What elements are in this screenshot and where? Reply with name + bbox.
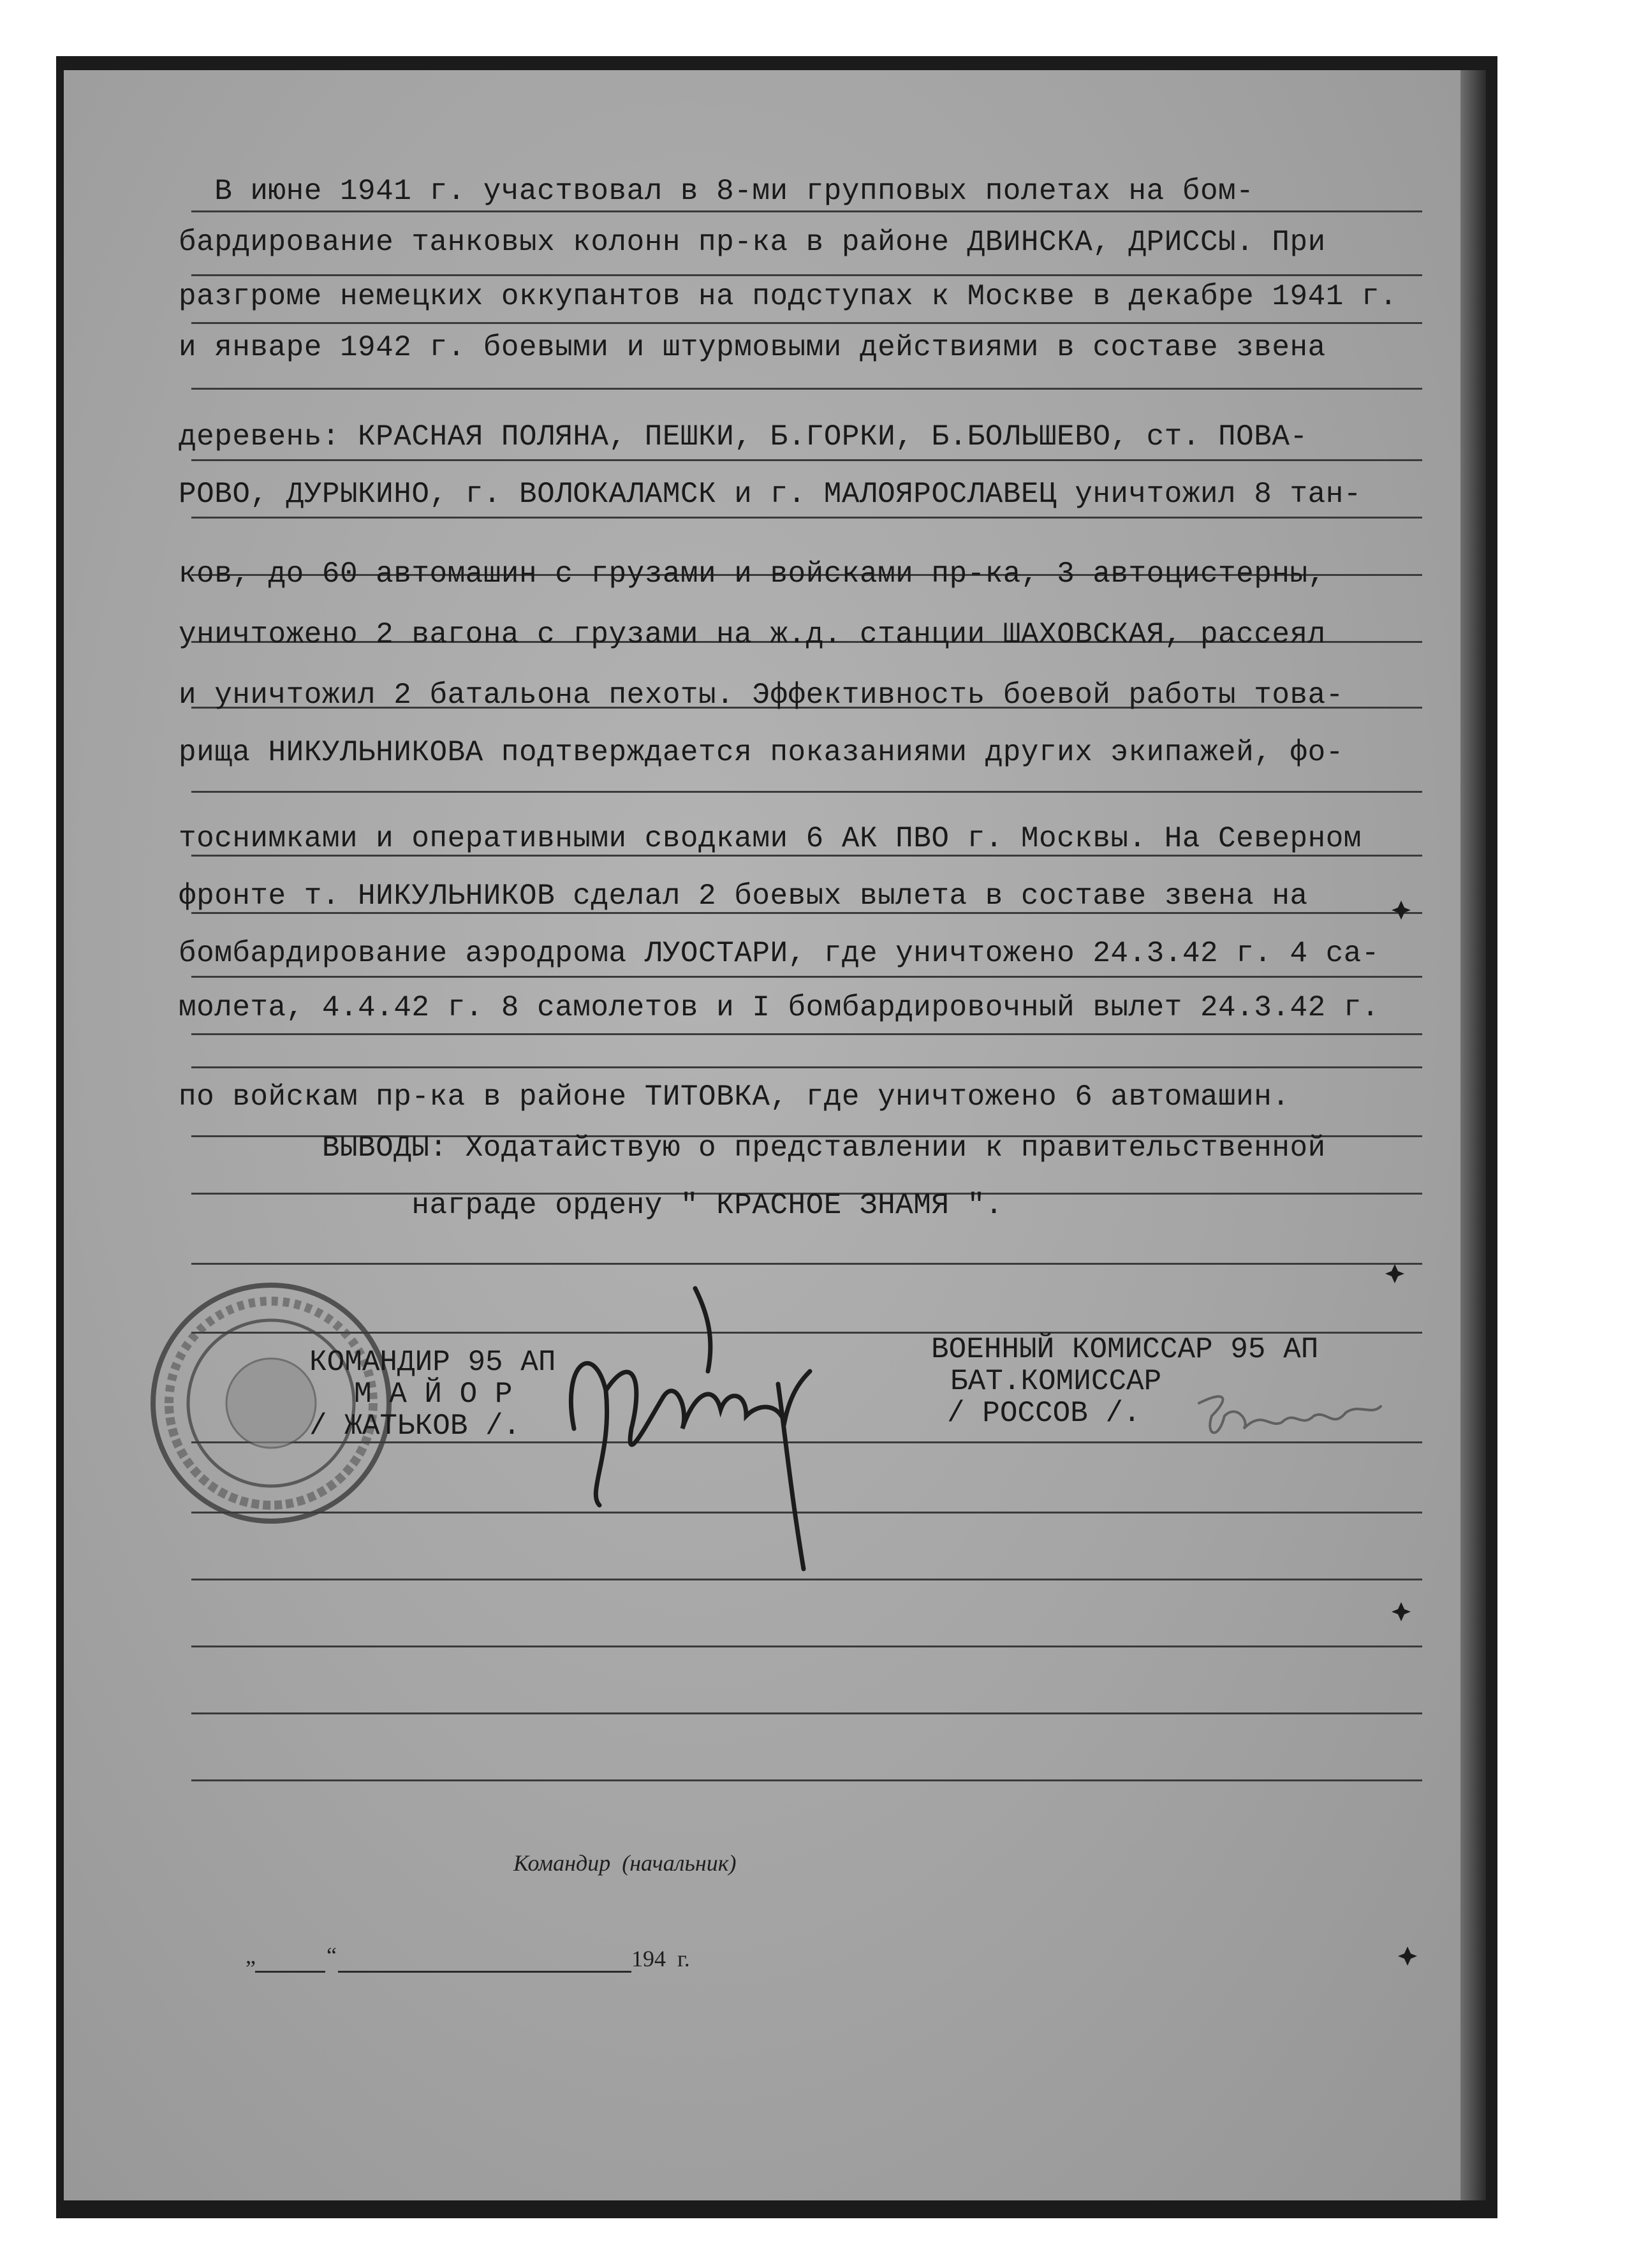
body-line: разгроме немецких оккупантов на подступах к Москве в декабре 1941 г. bbox=[179, 280, 1398, 313]
body-line: и январе 1942 г. боевыми и штурмовыми действиями в составе звена bbox=[179, 331, 1326, 364]
body-line: бардирование танковых колонн пр-ка в районе ДВИНСКА, ДРИССЫ. При bbox=[179, 226, 1326, 259]
body-line: фронте т. НИКУЛЬНИКОВ сделал 2 боевых вылета в составе звена на bbox=[179, 880, 1308, 913]
date-open-quote: „ bbox=[246, 1943, 256, 1968]
punch-hole-mark bbox=[1384, 1263, 1406, 1285]
body-line: тоснимками и оперативными сводками 6 АК ПВО г. Москвы. На Северном bbox=[179, 822, 1362, 855]
commissar-title: ВОЕННЫЙ КОМИССАР 95 АП bbox=[931, 1333, 1319, 1366]
commander-signature bbox=[536, 1263, 855, 1582]
date-year: 194 г. bbox=[631, 1946, 690, 1971]
commissar-rank: БАТ.КОМИССАР bbox=[950, 1365, 1162, 1398]
commander-title: КОМАНДИР 95 АП bbox=[309, 1346, 556, 1379]
body-line: бомбардирование аэродрома ЛУОСТАРИ, где уничтожено 24.3.42 г. 4 са- bbox=[179, 937, 1380, 970]
punch-hole-mark bbox=[1397, 1945, 1418, 1967]
body-line: молета, 4.4.42 г. 8 самолетов и I бомбардировочный вылет 24.3.42 г. bbox=[179, 991, 1380, 1024]
body-line: уничтожено 2 вагона с грузами на ж.д. станции ШАХОВСКАЯ, рассеял bbox=[179, 618, 1326, 651]
punch-hole-mark bbox=[1390, 899, 1412, 921]
conclusion-line: награде ордену " КРАСНОЕ ЗНАМЯ ". bbox=[179, 1189, 1003, 1222]
body-line: РОВО, ДУРЫКИНО, г. ВОЛОКАЛАМСК и г. МАЛОЯРОСЛАВЕЦ уничтожил 8 тан- bbox=[179, 478, 1362, 511]
body-line: ков, до 60 автомашин с грузами и войсками пр-ка, 3 автоцистерны, bbox=[179, 557, 1326, 591]
commander-rank: М А Й О Р bbox=[354, 1378, 513, 1411]
commander-name: / ЖАТЬКОВ /. bbox=[309, 1410, 521, 1443]
punch-hole-mark bbox=[1390, 1601, 1412, 1623]
commissar-signature bbox=[1186, 1378, 1390, 1454]
form-caption: Командир (начальник) bbox=[513, 1850, 737, 1876]
body-line: по войскам пр-ка в районе ТИТОВКА, где уничтожено 6 автомашин. bbox=[179, 1080, 1290, 1114]
body-line: деревень: КРАСНАЯ ПОЛЯНА, ПЕШКИ, Б.ГОРКИ, Б.БОЛЬШЕВО, ст. ПОВА- bbox=[179, 420, 1308, 453]
commissar-name: / РОССОВ /. bbox=[947, 1397, 1141, 1430]
body-line: рища НИКУЛЬНИКОВА подтверждается показаниями других экипажей, фо- bbox=[179, 736, 1344, 769]
date-close-quote: “ bbox=[327, 1943, 337, 1968]
body-line: В июне 1941 г. участвовал в 8-ми групповых полетах на бом- bbox=[179, 175, 1254, 208]
body-line: и уничтожил 2 батальона пехоты. Эффективность боевой работы това- bbox=[179, 679, 1344, 712]
conclusion-line: ВЫВОДЫ: Ходатайствую о представлении к правительственной bbox=[179, 1131, 1326, 1165]
